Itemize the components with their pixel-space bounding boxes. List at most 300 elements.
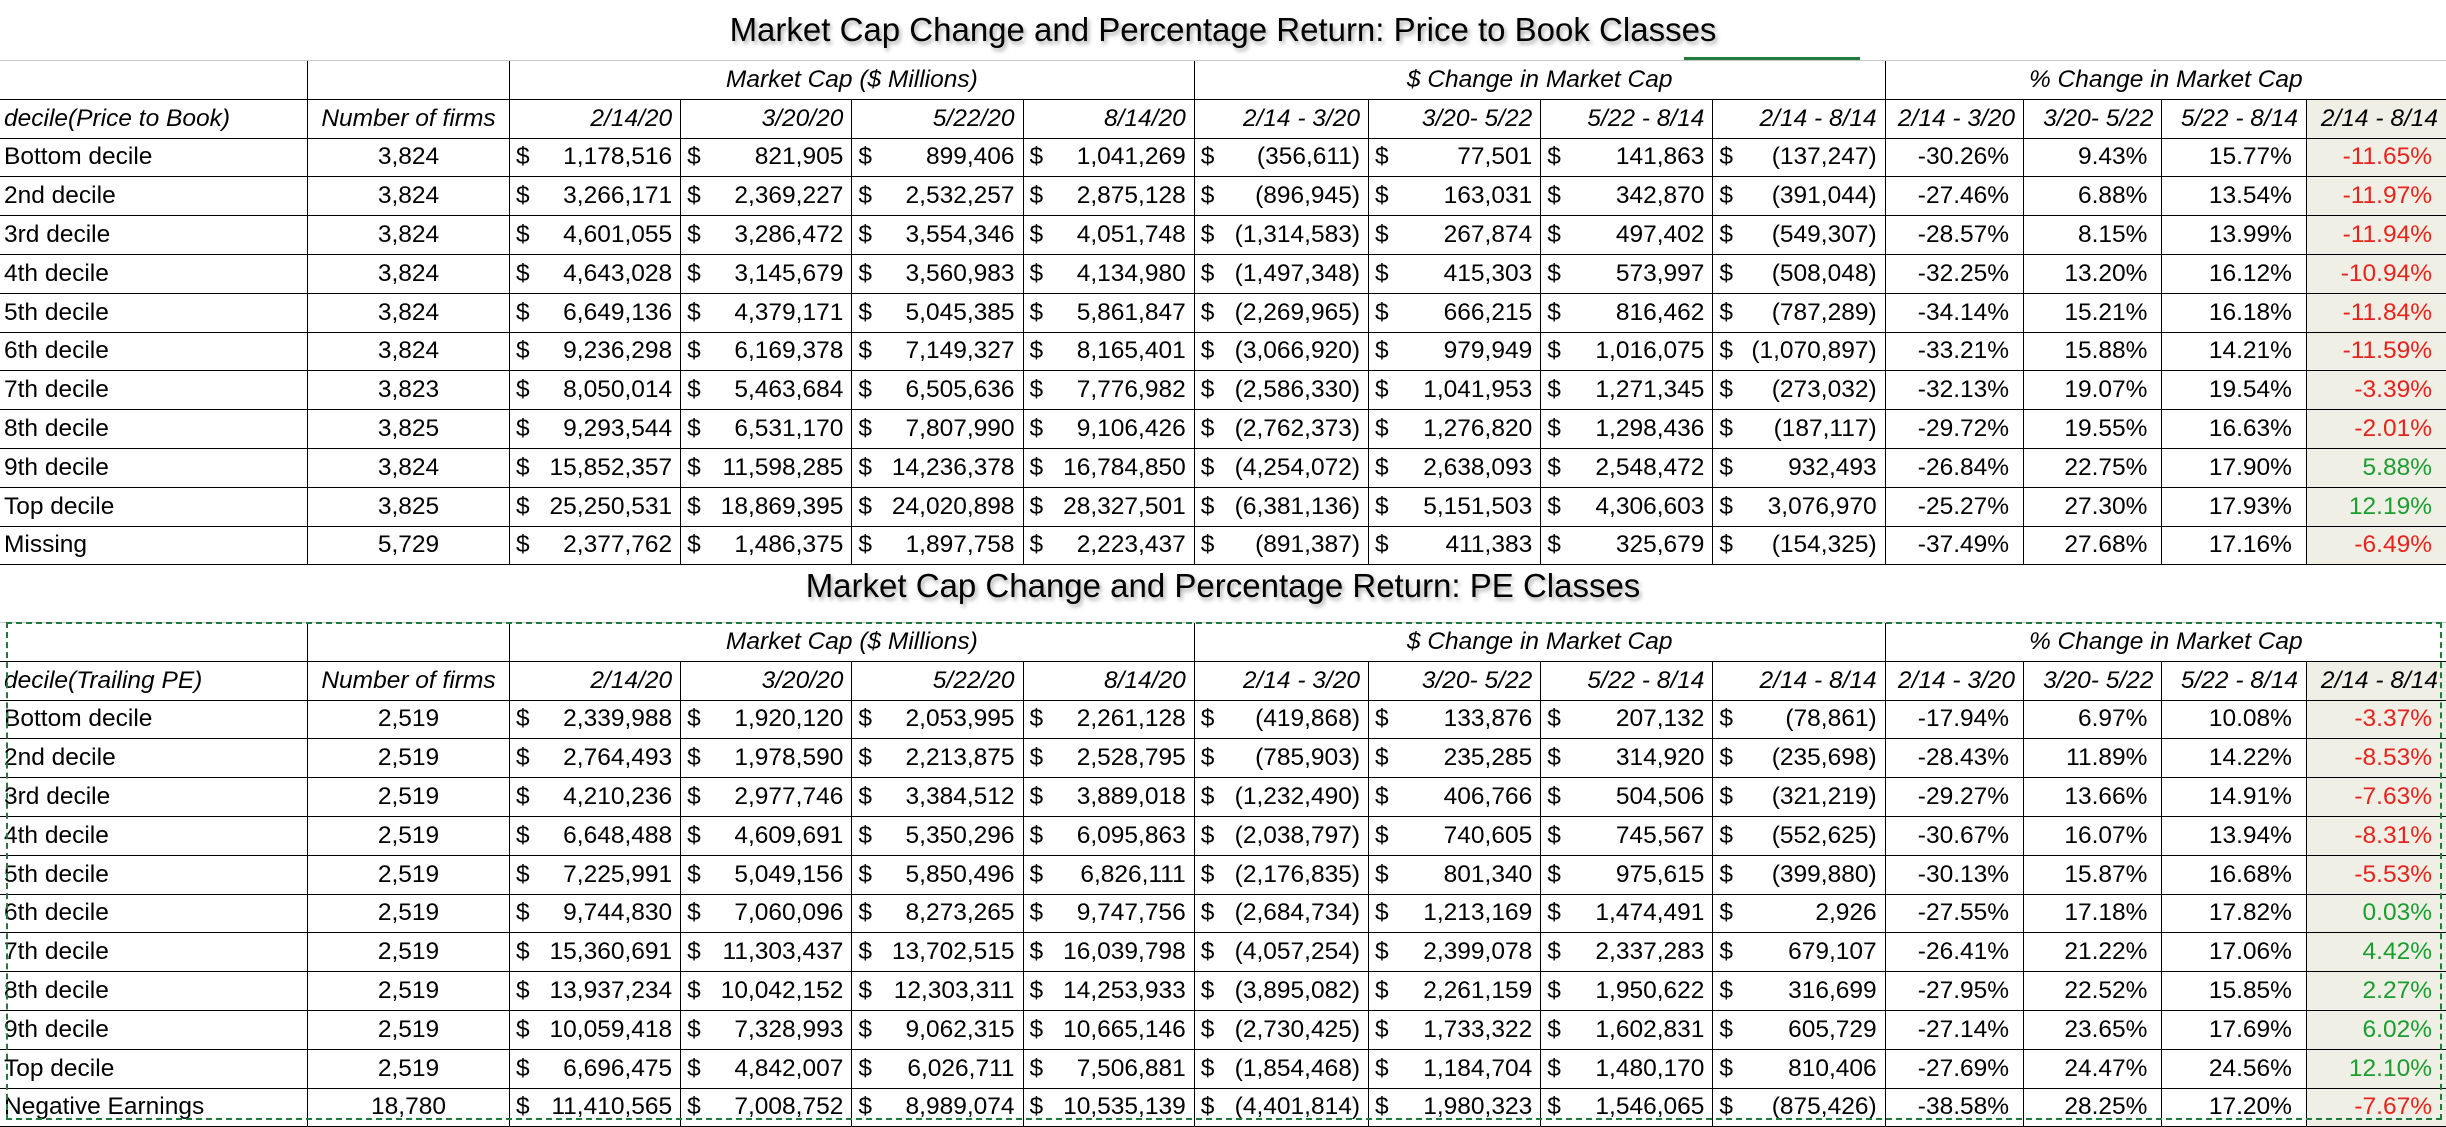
column-header: 3/20- 5/22: [2024, 99, 2162, 138]
currency-symbol: $: [1029, 376, 1044, 404]
firm-count: 2,519: [308, 1049, 510, 1088]
amount: 1,980,323: [1423, 1093, 1533, 1121]
currency-symbol: $: [515, 899, 530, 927]
currency-symbol: $: [858, 899, 872, 927]
amount: 816,462: [1615, 298, 1705, 326]
column-header: 5/22 - 8/14: [1541, 661, 1713, 700]
market-cap-cell: [1023, 778, 1194, 817]
currency-symbol: $: [1719, 453, 1734, 481]
currency-symbol: $: [1200, 182, 1215, 210]
amount: (2,730,425): [1234, 1015, 1360, 1043]
currency-symbol: $: [1719, 531, 1734, 559]
table-row: [0, 138, 2446, 177]
amount: 504,506: [1615, 783, 1705, 811]
firm-count: 3,824: [308, 448, 510, 487]
currency-symbol: $: [1719, 1093, 1734, 1121]
currency-symbol: $: [1719, 783, 1734, 811]
dollar-change-cell: [1713, 138, 1885, 177]
amount: 2,638,093: [1423, 453, 1533, 481]
pct-change-cell: -32.25%: [1885, 254, 2023, 293]
firm-count: 3,825: [308, 487, 510, 526]
currency-symbol: $: [1200, 821, 1215, 849]
currency-symbol: $: [687, 259, 701, 287]
currency-symbol: $: [687, 899, 701, 927]
dollar-change-cell: [1368, 1049, 1540, 1088]
market-cap-cell: [509, 1049, 680, 1088]
currency-symbol: $: [1374, 1015, 1389, 1043]
currency-symbol: $: [1719, 705, 1734, 733]
dollar-change-cell: [1541, 332, 1713, 371]
currency-symbol: $: [687, 337, 701, 365]
pct-change-cell: 16.68%: [2162, 855, 2307, 894]
currency-symbol: $: [1547, 531, 1561, 559]
currency-symbol: $: [687, 298, 701, 326]
amount: 3,286,472: [734, 221, 844, 249]
dollar-change-cell: [1194, 894, 1368, 933]
column-header: 5/22/20: [852, 99, 1023, 138]
pct-change-cell: 13.66%: [2024, 778, 2162, 817]
amount: (137,247): [1771, 143, 1877, 171]
amount: 6,648,488: [563, 821, 673, 849]
amount: 6,505,636: [905, 376, 1015, 404]
market-cap-cell: [1023, 1010, 1194, 1049]
market-cap-cell: [852, 487, 1023, 526]
column-header: decile(Trailing PE): [0, 661, 308, 700]
market-cap-cell: [509, 216, 680, 255]
market-cap-cell: [852, 216, 1023, 255]
dollar-change-cell: [1713, 371, 1885, 410]
market-cap-cell: [852, 138, 1023, 177]
total-return-cell: 5.88%: [2306, 448, 2446, 487]
dollar-change-cell: [1541, 293, 1713, 332]
dollar-change-cell: [1368, 138, 1540, 177]
dollar-change-cell: [1541, 1088, 1713, 1127]
amount: 1,486,375: [734, 531, 844, 559]
amount: (235,698): [1771, 744, 1877, 772]
currency-symbol: $: [1547, 259, 1561, 287]
currency-symbol: $: [1719, 143, 1734, 171]
amount: 605,729: [1788, 1015, 1877, 1043]
total-return-cell: 2.27%: [2306, 972, 2446, 1011]
market-cap-cell: [852, 739, 1023, 778]
amount: 573,997: [1615, 259, 1705, 287]
amount: 899,406: [925, 143, 1015, 171]
firm-count: 2,519: [308, 816, 510, 855]
firm-count: 3,824: [308, 254, 510, 293]
group-header-blank: [308, 623, 510, 662]
pct-change-cell: -27.46%: [1885, 177, 2023, 216]
market-cap-cell: [1023, 177, 1194, 216]
market-cap-cell: [509, 933, 680, 972]
pct-change-cell: 24.56%: [2162, 1049, 2307, 1088]
market-cap-cell: [509, 487, 680, 526]
market-cap-cell: [681, 216, 852, 255]
amount: 7,008,752: [734, 1093, 844, 1121]
market-cap-cell: [509, 700, 680, 739]
currency-symbol: $: [687, 143, 701, 171]
currency-symbol: $: [515, 259, 530, 287]
column-header: 2/14 - 3/20: [1194, 99, 1368, 138]
amount: (6,381,136): [1234, 492, 1360, 520]
amount: 2,764,493: [563, 744, 673, 772]
currency-symbol: $: [1200, 492, 1215, 520]
amount: (356,611): [1256, 143, 1360, 171]
dollar-change-cell: [1194, 410, 1368, 449]
row-label: 3rd decile: [0, 778, 308, 817]
currency-symbol: $: [1719, 938, 1734, 966]
amount: (321,219): [1771, 783, 1877, 811]
pct-change-cell: -27.55%: [1885, 894, 2023, 933]
currency-symbol: $: [1547, 453, 1561, 481]
dollar-change-cell: [1194, 1010, 1368, 1049]
pct-change-cell: 17.82%: [2162, 894, 2307, 933]
amount: 979,949: [1443, 337, 1533, 365]
currency-symbol: $: [858, 492, 872, 520]
row-label: 6th decile: [0, 332, 308, 371]
currency-symbol: $: [1200, 376, 1215, 404]
market-cap-cell: [681, 293, 852, 332]
dollar-change-cell: [1368, 216, 1540, 255]
currency-symbol: $: [1200, 705, 1215, 733]
currency-symbol: $: [687, 705, 701, 733]
pct-change-cell: 16.18%: [2162, 293, 2307, 332]
pct-change-cell: 22.75%: [2024, 448, 2162, 487]
pct-change-cell: -26.41%: [1885, 933, 2023, 972]
amount: 7,506,881: [1076, 1054, 1186, 1082]
dollar-change-cell: [1368, 1010, 1540, 1049]
dollar-change-cell: [1541, 487, 1713, 526]
market-cap-cell: [681, 526, 852, 565]
total-return-cell: -8.31%: [2306, 816, 2446, 855]
table-title-pe: Market Cap Change and Percentage Return: PE Classes: [805, 567, 1641, 604]
row-label: Top decile: [0, 1049, 308, 1088]
pct-change-cell: 13.94%: [2162, 816, 2307, 855]
currency-symbol: $: [1547, 143, 1561, 171]
total-return-cell: 4.42%: [2306, 933, 2446, 972]
amount: (1,232,490): [1234, 783, 1360, 811]
amount: 14,236,378: [891, 453, 1015, 481]
currency-symbol: $: [858, 337, 872, 365]
amount: 411,383: [1445, 531, 1533, 559]
total-return-cell: -11.59%: [2306, 332, 2446, 371]
total-return-cell: -5.53%: [2306, 855, 2446, 894]
market-cap-cell: [681, 700, 852, 739]
table-row: [0, 216, 2446, 255]
dollar-change-cell: [1368, 972, 1540, 1011]
firm-count: 2,519: [308, 700, 510, 739]
amount: (391,044): [1771, 182, 1877, 210]
market-cap-cell: [1023, 254, 1194, 293]
market-cap-cell: [681, 138, 852, 177]
currency-symbol: $: [1719, 221, 1734, 249]
currency-symbol: $: [687, 938, 701, 966]
currency-symbol: $: [1374, 337, 1389, 365]
amount: 13,702,515: [891, 938, 1015, 966]
amount: 141,863: [1615, 143, 1705, 171]
market-cap-cell: [681, 894, 852, 933]
pct-change-cell: 19.55%: [2024, 410, 2162, 449]
currency-symbol: $: [1547, 1015, 1561, 1043]
dollar-change-cell: [1194, 216, 1368, 255]
total-return-cell: -6.49%: [2306, 526, 2446, 565]
pct-change-cell: -29.27%: [1885, 778, 2023, 817]
column-header: Number of firms: [308, 99, 510, 138]
currency-symbol: $: [1374, 221, 1389, 249]
row-label: 3rd decile: [0, 216, 308, 255]
amount: 6,826,111: [1080, 860, 1186, 888]
currency-symbol: $: [1374, 453, 1389, 481]
amount: 975,615: [1615, 860, 1705, 888]
amount: 2,223,437: [1076, 531, 1186, 559]
currency-symbol: $: [515, 376, 530, 404]
amount: 10,665,146: [1063, 1015, 1186, 1043]
currency-symbol: $: [1200, 1054, 1215, 1082]
dollar-change-cell: [1713, 487, 1885, 526]
firm-count: 2,519: [308, 778, 510, 817]
amount: 1,920,120: [734, 705, 844, 733]
currency-symbol: $: [515, 221, 530, 249]
dollar-change-cell: [1713, 1088, 1885, 1127]
pct-change-cell: -30.26%: [1885, 138, 2023, 177]
market-cap-cell: [1023, 700, 1194, 739]
currency-symbol: $: [1719, 860, 1734, 888]
pct-change-cell: 9.43%: [2024, 138, 2162, 177]
column-header: 2/14 - 3/20: [1885, 99, 2023, 138]
market-cap-cell: [509, 778, 680, 817]
dollar-change-cell: [1713, 293, 1885, 332]
amount: 9,744,830: [563, 899, 673, 927]
currency-symbol: $: [1029, 821, 1044, 849]
amount: 25,250,531: [549, 492, 673, 520]
market-cap-cell: [852, 1088, 1023, 1127]
dollar-change-cell: [1713, 1049, 1885, 1088]
amount: 932,493: [1788, 453, 1877, 481]
market-cap-cell: [1023, 855, 1194, 894]
firm-count: 3,824: [308, 177, 510, 216]
dollar-change-cell: [1713, 816, 1885, 855]
amount: 12,303,311: [893, 977, 1015, 1005]
dollar-change-cell: [1541, 448, 1713, 487]
market-cap-cell: [509, 254, 680, 293]
row-label: 8th decile: [0, 972, 308, 1011]
group-header-row: [0, 61, 2446, 100]
firm-count: 3,824: [308, 293, 510, 332]
dollar-change-cell: [1541, 700, 1713, 739]
currency-symbol: $: [1719, 977, 1734, 1005]
amount: 9,062,315: [905, 1015, 1015, 1043]
amount: 810,406: [1788, 1054, 1877, 1082]
firm-count: 2,519: [308, 739, 510, 778]
pct-change-cell: 15.85%: [2162, 972, 2307, 1011]
currency-symbol: $: [515, 531, 530, 559]
amount: 1,276,820: [1423, 415, 1533, 443]
pct-change-cell: 13.20%: [2024, 254, 2162, 293]
group-header-blank: [0, 623, 308, 662]
currency-symbol: $: [687, 821, 701, 849]
currency-symbol: $: [858, 182, 872, 210]
dollar-change-cell: [1713, 448, 1885, 487]
currency-symbol: $: [687, 453, 701, 481]
firm-count: 3,824: [308, 332, 510, 371]
pct-change-cell: 27.68%: [2024, 526, 2162, 565]
pct-change-cell: 13.54%: [2162, 177, 2307, 216]
pct-change-cell: -29.72%: [1885, 410, 2023, 449]
market-cap-cell: [1023, 371, 1194, 410]
table-row: [0, 778, 2446, 817]
market-cap-cell: [681, 410, 852, 449]
amount: 15,360,691: [549, 938, 673, 966]
currency-symbol: $: [1374, 415, 1389, 443]
column-header: 3/20/20: [681, 661, 852, 700]
dollar-change-cell: [1541, 894, 1713, 933]
currency-symbol: $: [858, 938, 872, 966]
market-cap-cell: [1023, 216, 1194, 255]
table-row: [0, 332, 2446, 371]
pct-change-cell: 24.47%: [2024, 1049, 2162, 1088]
firm-count: 5,729: [308, 526, 510, 565]
amount: 7,776,982: [1076, 376, 1186, 404]
amount: 1,978,590: [734, 744, 844, 772]
currency-symbol: $: [858, 376, 872, 404]
dollar-change-cell: [1194, 487, 1368, 526]
currency-symbol: $: [1374, 821, 1389, 849]
pct-change-cell: 8.15%: [2024, 216, 2162, 255]
pct-change-cell: -28.57%: [1885, 216, 2023, 255]
table-row: [0, 293, 2446, 332]
amount: 1,041,953: [1423, 376, 1533, 404]
amount: 24,020,898: [891, 492, 1015, 520]
dollar-change-cell: [1194, 1049, 1368, 1088]
amount: 10,059,418: [549, 1015, 673, 1043]
dollar-change-cell: [1713, 933, 1885, 972]
amount: 2,369,227: [734, 182, 844, 210]
currency-symbol: $: [1029, 492, 1044, 520]
currency-symbol: $: [858, 705, 872, 733]
dollar-change-cell: [1194, 371, 1368, 410]
column-header: 5/22 - 8/14: [2162, 661, 2307, 700]
currency-symbol: $: [1547, 860, 1561, 888]
amount: 1,474,491: [1595, 899, 1705, 927]
currency-symbol: $: [1200, 744, 1215, 772]
pct-change-cell: -38.58%: [1885, 1088, 2023, 1127]
pct-change-cell: 16.07%: [2024, 816, 2162, 855]
amount: 2,213,875: [905, 744, 1015, 772]
pe-table: [0, 622, 2446, 1127]
firm-count: 2,519: [308, 972, 510, 1011]
pct-change-cell: -27.95%: [1885, 972, 2023, 1011]
dollar-change-cell: [1194, 138, 1368, 177]
dollar-change-cell: [1541, 933, 1713, 972]
column-header-row: [0, 661, 2446, 700]
dollar-change-cell: [1541, 216, 1713, 255]
column-header: 2/14 - 3/20: [1885, 661, 2023, 700]
currency-symbol: $: [858, 531, 872, 559]
market-cap-cell: [681, 972, 852, 1011]
market-cap-cell: [509, 855, 680, 894]
total-return-cell: 12.19%: [2306, 487, 2446, 526]
amount: 8,050,014: [563, 376, 673, 404]
amount: 1,213,169: [1423, 899, 1533, 927]
amount: (2,762,373): [1234, 415, 1360, 443]
market-cap-cell: [1023, 1049, 1194, 1088]
column-header: decile(Price to Book): [0, 99, 308, 138]
currency-symbol: $: [687, 1054, 701, 1082]
row-label: Negative Earnings: [0, 1088, 308, 1127]
amount: (399,880): [1771, 860, 1877, 888]
currency-symbol: $: [687, 744, 701, 772]
dollar-change-cell: [1368, 371, 1540, 410]
amount: (4,057,254): [1234, 938, 1360, 966]
currency-symbol: $: [687, 860, 701, 888]
currency-symbol: $: [1547, 938, 1561, 966]
amount: 6,169,378: [734, 337, 844, 365]
amount: 163,031: [1443, 182, 1533, 210]
pct-change-cell: 16.12%: [2162, 254, 2307, 293]
amount: 11,598,285: [722, 453, 844, 481]
currency-symbol: $: [515, 298, 530, 326]
dollar-change-cell: [1541, 138, 1713, 177]
currency-symbol: $: [1719, 492, 1734, 520]
dollar-change-cell: [1713, 1010, 1885, 1049]
dollar-change-cell: [1368, 487, 1540, 526]
currency-symbol: $: [687, 415, 701, 443]
amount: 16,784,850: [1063, 453, 1186, 481]
currency-symbol: $: [1029, 531, 1044, 559]
amount: 801,340: [1443, 860, 1533, 888]
dollar-change-cell: [1713, 855, 1885, 894]
currency-symbol: $: [515, 143, 530, 171]
amount: 2,053,995: [905, 705, 1015, 733]
currency-symbol: $: [1029, 1093, 1044, 1121]
amount: (875,426): [1771, 1093, 1877, 1121]
amount: 235,285: [1443, 744, 1533, 772]
table-row: [0, 972, 2446, 1011]
currency-symbol: $: [858, 860, 872, 888]
amount: 207,132: [1615, 705, 1705, 733]
firm-count: 2,519: [308, 894, 510, 933]
currency-symbol: $: [1200, 337, 1215, 365]
dollar-change-cell: [1194, 254, 1368, 293]
column-header: 2/14/20: [509, 99, 680, 138]
dollar-change-cell: [1368, 778, 1540, 817]
dollar-change-cell: [1713, 216, 1885, 255]
market-cap-cell: [1023, 293, 1194, 332]
amount: (2,038,797): [1234, 821, 1360, 849]
currency-symbol: $: [858, 453, 872, 481]
pct-change-cell: -33.21%: [1885, 332, 2023, 371]
currency-symbol: $: [1719, 1015, 1734, 1043]
currency-symbol: $: [515, 938, 530, 966]
amount: (1,497,348): [1234, 259, 1360, 287]
market-cap-cell: [681, 933, 852, 972]
amount: 2,377,762: [563, 531, 673, 559]
currency-symbol: $: [515, 453, 530, 481]
currency-symbol: $: [1719, 259, 1734, 287]
dollar-change-cell: [1368, 448, 1540, 487]
pct-change-cell: 19.07%: [2024, 371, 2162, 410]
market-cap-cell: [681, 778, 852, 817]
amount: 1,546,065: [1595, 1093, 1705, 1121]
amount: (1,314,583): [1234, 221, 1360, 249]
amount: 7,328,993: [734, 1015, 844, 1043]
total-return-cell: -2.01%: [2306, 410, 2446, 449]
amount: (552,625): [1771, 821, 1877, 849]
amount: 3,384,512: [905, 783, 1015, 811]
currency-symbol: $: [1719, 1054, 1734, 1082]
amount: (4,401,814): [1234, 1093, 1360, 1121]
market-cap-cell: [509, 448, 680, 487]
column-header: 2/14/20: [509, 661, 680, 700]
